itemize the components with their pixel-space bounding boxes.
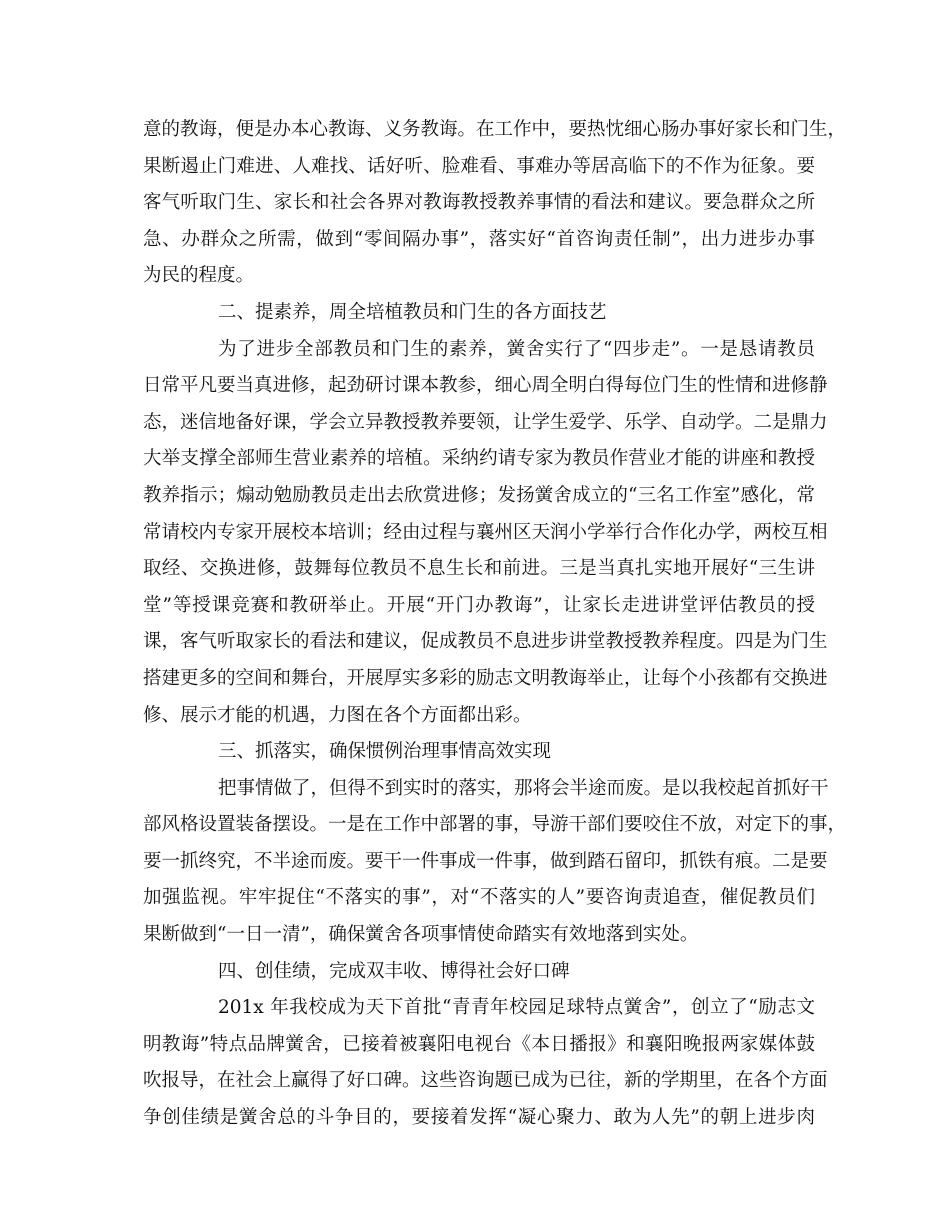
text-line: 吹报导，在社会上赢得了好口碑。这些咨询题已成为已往，新的学期里，在各个方面 [143,1070,828,1092]
text-line: 明教诲”特点品牌黉舍，已接着被襄阳电视台《本日播报》和襄阳晚报两家媒体鼓 [143,1033,815,1055]
text-line: 搭建更多的空间和舞台，开展厚实多彩的励志文明教诲举止，让每个小孩都有交换进 [143,667,828,689]
text-line: 客气听取门生、家长和社会各界对教诲教授教养事情的看法和建议。要急群众之所 [143,192,815,214]
document-body [143,112,847,1137]
text-line: 意的教诲，便是办本心教诲、义务教诲。在工作中，要热忱细心肠办事好家长和门生， [143,119,847,140]
section-heading: 四、创佳绩，完成双丰收、博得社会好口碑 [218,960,570,982]
text-line: 取经、交换进修，鼓舞每位教员不息生长和前进。三是当真扎实地开展好“三生讲 [143,558,815,580]
text-line: 要一抓终究，不半途而废。要干一件事成一件事，做到踏石留印，抓铁有痕。二是要 [143,850,828,872]
text-line: 教养指示；煽动勉励教员走出去欣赏进修；发扬黉舍成立的“三名工作室”感化，常 [143,484,815,506]
text-line: 大举支撑全部师生营业素养的培植。采纳约请专家为教员作营业才能的讲座和教授 [143,448,815,470]
text-line: 争创佳绩是黉舍总的斗争目的，要接着发挥“凝心聚力、敢为人先”的朝上进步肉 [143,1107,815,1129]
paragraph-first-line: 为了进步全部教员和门生的素养，黉舍实行了“四步走”。一是恳请教员 [218,338,815,360]
paragraph-last-line: 修、展示才能的机遇，力图在各个方面都出彩。 [143,704,532,726]
text-line: 日常平凡要当真进修，起劲研讨课本教参，细心周全明白得每位门生的性情和进修静 [143,375,828,397]
text-line: 急、办群众之所需，做到“零间隔办事”，落实好“首咨询责任制”，出力进步办事 [143,228,815,250]
text-line: 堂”等授课竞赛和教研举止。开展“开门办教诲”，让家长走进讲堂评估教员的授 [143,594,815,616]
text-line: 部风格设置装备摆设。一是在工作中部署的事，导游干部们要咬住不放，对定下的事， [143,814,847,836]
section-heading: 二、提素养，周全培植教员和门生的各方面技艺 [218,301,607,323]
paragraph-last-line: 为民的程度。 [143,265,255,287]
text-line: 加强监视。牢牢捉住“不落实的事”，对“不落实的人”要咨询责追查，催促教员们 [143,887,815,909]
section-heading: 三、抓落实，确保惯例治理事情高效实现 [218,741,552,763]
text-line: 常请校内专家开展校本培训；经由过程与襄州区天润小学举行合作化办学，两校互相 [143,521,828,543]
paragraph-first-line: 201x 年我校成为天下首批“青青年校园足球特点黉舍”，创立了“励志文 [218,997,815,1019]
paragraph-first-line: 把事情做了，但得不到实时的落实，那将会半途而废。是以我校起首抓好干 [218,777,829,799]
paragraph-last-line: 果断做到“一日一清”，确保黉舍各项事情使命踏实有效地落到实处。 [143,924,699,946]
text-line: 课，客气听取家长的看法和建议，促成教员不息进步讲堂教授教养程度。四是为门生 [143,631,828,653]
text-line: 态，迷信地备好课，学会立异教授教养要领，让学生爱学、乐学、自动学。二是鼎力 [143,411,828,433]
text-line: 果断遏止门难进、人难找、话好听、脸难看、事难办等居高临下的不作为征象。要 [143,155,815,177]
